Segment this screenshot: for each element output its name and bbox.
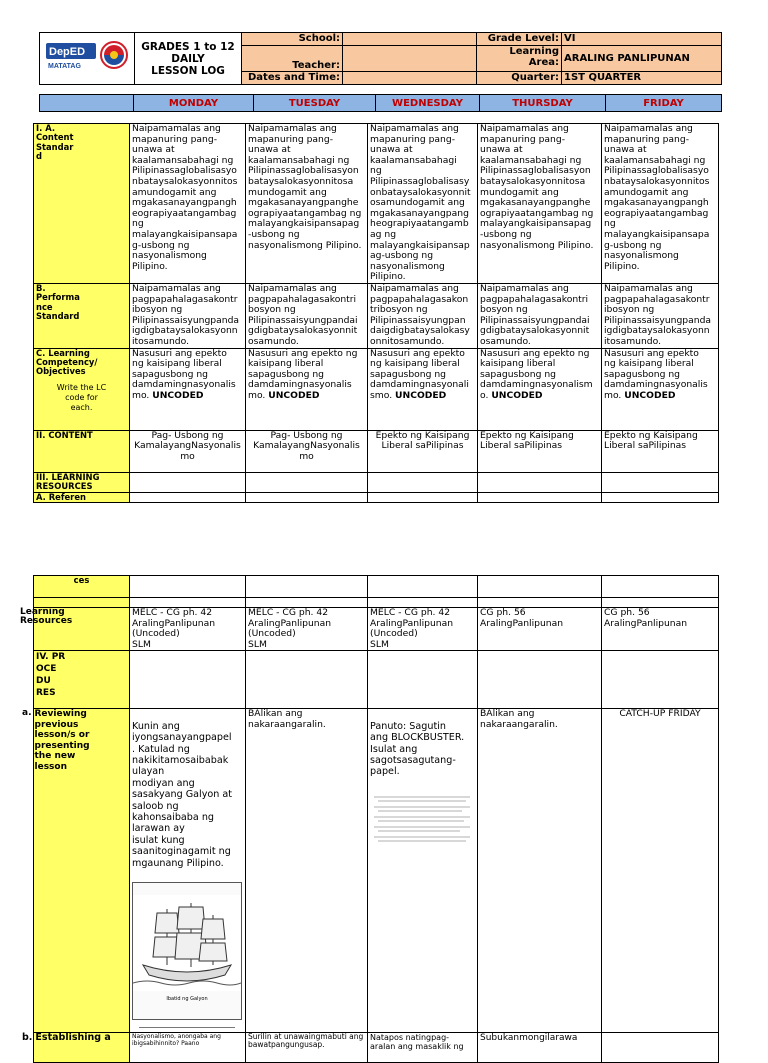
establishing-monday: Nasyonalismo, anongaba ang ibigsabihinnito? Paano — [130, 1032, 246, 1062]
day-thursday: THURSDAY — [480, 95, 606, 112]
table-row — [34, 651, 719, 709]
ship-caption: Ibatid ng Galyon — [166, 996, 208, 1003]
content-monday: Pag- Usbong ng KamalayangNasyonalis mo — [130, 430, 246, 472]
content-standard-friday: Naipamamalas ang mapanuring pang- unawa at kaalamansabahagi ng Pilipinassaglobalisasyo nbataysalokasyonnitos amundogamit ang mgakasanayangpangh eograpiyaatangambag ng malayangkaisipansapa g-usbong ng nasyonalismong Pilipino. — [602, 124, 719, 284]
competency-label: C. Learning Competency/ Objectives — [36, 348, 98, 377]
performance-standard-monday: Naipamamalas ang pagpapahalagasakontr ibosyon ng Pilipinassaisyungpanda igdigbataysalokasyonn itosamundo. — [130, 284, 246, 349]
establishing-wednesday: Natapos natingpag- aralan ang masaklik ng — [368, 1032, 478, 1062]
day-header-blank — [40, 95, 134, 112]
grade-level-label: Grade Level: — [477, 33, 562, 46]
table-row — [34, 284, 719, 349]
school-value[interactable] — [343, 33, 477, 46]
content-standard-monday: Naipamamalas ang mapanuring pang- unawa at kaalamansabahagi ng Pilipinassaglobalisasyo nbataysalokasyonnitos amundogamit ang mgakasanayangpangh eograpiyaatangambag ng malayangkaisipansapa g-usbong ng nasyonalismong Pilipino. — [130, 124, 246, 284]
content-thursday: Epekto ng Kaisipang Liberal saPilipinas — [478, 430, 602, 472]
lesson-table-page-1 — [33, 123, 719, 503]
references-label-cont: ces — [34, 576, 130, 598]
resources-monday: MELC - CG ph. 42 AralingPanlipunan (Uncoded) SLM — [130, 608, 246, 651]
establishing-friday — [602, 1032, 719, 1062]
review-wednesday — [368, 709, 478, 1033]
content-standard-tuesday: Naipamamalas ang mapanuring pang- unawa at kaalamansabahagi ng Pilipinassaglobalisasyon bataysalokasyonnitosa mundogamit ang mgakasanayangpanghe ograpiyaatangambag ng malayangkaisipansapag -usbong ng nasyonalismong Pilipino. — [246, 124, 368, 284]
resources-tuesday: MELC - CG ph. 42 AralingPanlipunan (Uncoded) SLM — [246, 608, 368, 651]
review-monday — [130, 709, 246, 1033]
uncoded-tag: UNCODED — [395, 389, 447, 401]
uncoded-tag: UNCODED — [491, 389, 543, 401]
title-line-2: DAILY — [171, 52, 205, 65]
quarter-value[interactable]: 1ST QUARTER — [562, 72, 722, 85]
day-wednesday: WEDNESDAY — [376, 95, 480, 112]
uncoded-tag: UNCODED — [268, 389, 320, 401]
content-standard-thursday: Naipamamalas ang mapanuring pang- unawa at kaalamansabahagi ng Pilipinassaglobalisasyon bataysalokasyonnitosa mundogamit ang mgakasanayangpanghe ograpiyaatangambag ng malayangkaisipansapag -usbong ng nasyonalismong Pilipino. — [478, 124, 602, 284]
competency-text: Nasusuri ang epekto ng kaisipang liberal sapagusbong ng damdamingnasyonalis mo. — [248, 348, 358, 401]
competency-thursday — [478, 348, 602, 430]
performance-standard-label: B. Performa nce Standard — [34, 284, 130, 349]
logo-cell — [40, 33, 135, 85]
header-table — [39, 32, 722, 85]
content-wednesday: Epekto ng Kaisipang Liberal saPilipinas — [368, 430, 478, 472]
table-row — [34, 576, 719, 598]
lesson-table-page-2 — [20, 575, 719, 1063]
review-label-cell — [22, 708, 130, 1033]
learning-area-value[interactable]: ARALING PANLIPUNAN — [562, 46, 722, 72]
blockbuster-worksheet-image — [370, 791, 474, 851]
deped-logo-icon — [40, 33, 135, 81]
competency-label-cell — [34, 348, 130, 430]
school-label: School: — [242, 33, 343, 46]
content-friday: Epekto ng Kaisipang Liberal saPilipinas — [602, 430, 719, 472]
table-row — [34, 608, 719, 651]
performance-standard-wednesday: Naipamamalas ang pagpapahalagasakon tribosyon ng Pilipinassaisyungpan daigdigbataysalokasy onnitosamundo. — [368, 284, 478, 349]
competency-note: Write the LC code for each. — [56, 382, 107, 412]
day-friday: FRIDAY — [606, 95, 722, 112]
table-row — [34, 124, 719, 284]
competency-text: Nasusuri ang epekto ng kaisipang liberal sapagusbong ng damdamingnasyonalis mo. — [132, 348, 236, 401]
review-prefix: a. — [22, 708, 32, 719]
table-row — [34, 472, 719, 492]
learning-resources-label: III. LEARNING RESOURCES — [34, 472, 130, 492]
dates-label: Dates and Time: — [242, 72, 343, 85]
establishing-tuesday: Surilin at unawaingmabuti ang bawatpangungusap. — [246, 1032, 368, 1062]
competency-text: Nasusuri ang epekto ng kaisipang liberal sapagusbong ng damdamingnasyonalis mo. — [604, 348, 708, 401]
galleon-worksheet-image — [132, 882, 242, 1020]
logo-text: DepED — [49, 46, 86, 58]
references-label: A. Referen — [34, 492, 130, 502]
establishing-label-cell — [22, 1031, 130, 1062]
table-row — [34, 1032, 719, 1062]
teacher-label: Teacher: — [242, 46, 343, 72]
performance-standard-friday: Naipamamalas ang pagpapahalagasakontr ibosyon ng Pilipinassaisyungpanda igdigbataysalokasyonn itosamundo. — [602, 284, 719, 349]
resources-wednesday: MELC - CG ph. 42 AralingPanlipunan (Uncoded) SLM — [368, 608, 478, 651]
teacher-value[interactable] — [343, 46, 477, 72]
table-row — [34, 492, 719, 502]
grade-level-value[interactable]: VI — [562, 33, 722, 46]
review-tuesday: BAlikan ang nakaraangaralin. — [246, 709, 368, 1033]
title-line-1: GRADES 1 to 12 — [141, 40, 235, 53]
competency-tuesday — [246, 348, 368, 430]
competency-text: Nasusuri ang epekto ng kaisipang liberal sapagusbong ng damdamingnasyonali smo. — [370, 348, 469, 401]
review-wednesday-text: Panuto: Sagutin ang BLOCKBUSTER. Isulat ang sagotsasagutang- papel. — [370, 720, 465, 778]
establishing-thursday: Subukanmongilarawa — [478, 1032, 602, 1062]
day-monday: MONDAY — [134, 95, 254, 112]
review-thursday: BAlikan ang nakaraangaralin. — [478, 709, 602, 1033]
competency-monday — [130, 348, 246, 430]
logo-tagline: MATATAG — [48, 63, 81, 70]
learning-resources-row-label-cell — [20, 607, 130, 651]
content-standard-wednesday: Naipamamalas ang mapanuring pang- unawa at kaalamansabahagi ng Pilipinassaglobalisasy onbataysalokasyonnit osamundogamit ang mgakasanayangpang heograpiyaatangamb ag ng malayangkaisipansap ag-usbong ng nasyonalismong Pilipino. — [368, 124, 478, 284]
table-row — [34, 598, 719, 608]
review-label: Reviewing previous lesson/s or presenting the new lesson — [34, 709, 90, 772]
procedures-label: IV. PR OCE DU RES — [34, 651, 130, 709]
uncoded-tag: UNCODED — [152, 389, 204, 401]
content-tuesday: Pag- Usbong ng KamalayangNasyonalis mo — [246, 430, 368, 472]
review-monday-text: Kunin ang iyongsanayangpapel . Katulad ng nakikitamosaibabak ulayan modiyan ang sasakyang Galyon at saloob ng kahonsaibaba ng larawan ay isulat kung saanitoginagamit ng mgaunang Pilipino. — [132, 720, 233, 869]
content-label: II. CONTENT — [34, 430, 130, 472]
learning-area-label: Learning Area: — [477, 46, 562, 72]
review-friday: CATCH-UP FRIDAY — [602, 709, 719, 1033]
day-tuesday: TUESDAY — [254, 95, 376, 112]
content-standard-label: I. A. Content Standar d — [34, 124, 130, 284]
performance-standard-tuesday: Naipamamalas ang pagpapahalagasakontri bosyon ng Pilipinassaisyungpandai gdigbataysalokasyonnit osamundo. — [246, 284, 368, 349]
quarter-label: Quarter: — [477, 72, 562, 85]
establishing-label: Establishing a — [35, 1031, 111, 1043]
establishing-prefix: b. — [22, 1031, 33, 1043]
resources-friday: CG ph. 56 AralingPanlipunan — [602, 608, 719, 651]
performance-standard-thursday: Naipamamalas ang pagpapahalagasakontri bosyon ng Pilipinassaisyungpandai gdigbataysalokasyonnit osamundo. — [478, 284, 602, 349]
table-row — [34, 430, 719, 472]
galleon-ship-icon — [133, 895, 241, 991]
title-cell — [135, 33, 242, 85]
day-header-table — [39, 94, 722, 112]
competency-wednesday — [368, 348, 478, 430]
uncoded-tag: UNCODED — [624, 389, 676, 401]
competency-text: Nasusuri ang epekto ng kaisipang liberal sapagusbong ng damdamingnasyonalism o. — [480, 348, 593, 401]
resources-thursday: CG ph. 56 AralingPanlipunan — [478, 608, 602, 651]
table-row — [34, 348, 719, 430]
dates-value[interactable] — [343, 72, 477, 85]
title-line-3: LESSON LOG — [151, 64, 225, 77]
table-row — [34, 709, 719, 1033]
learning-resources-row-label: Learning Resources — [20, 607, 73, 627]
competency-friday — [602, 348, 719, 430]
